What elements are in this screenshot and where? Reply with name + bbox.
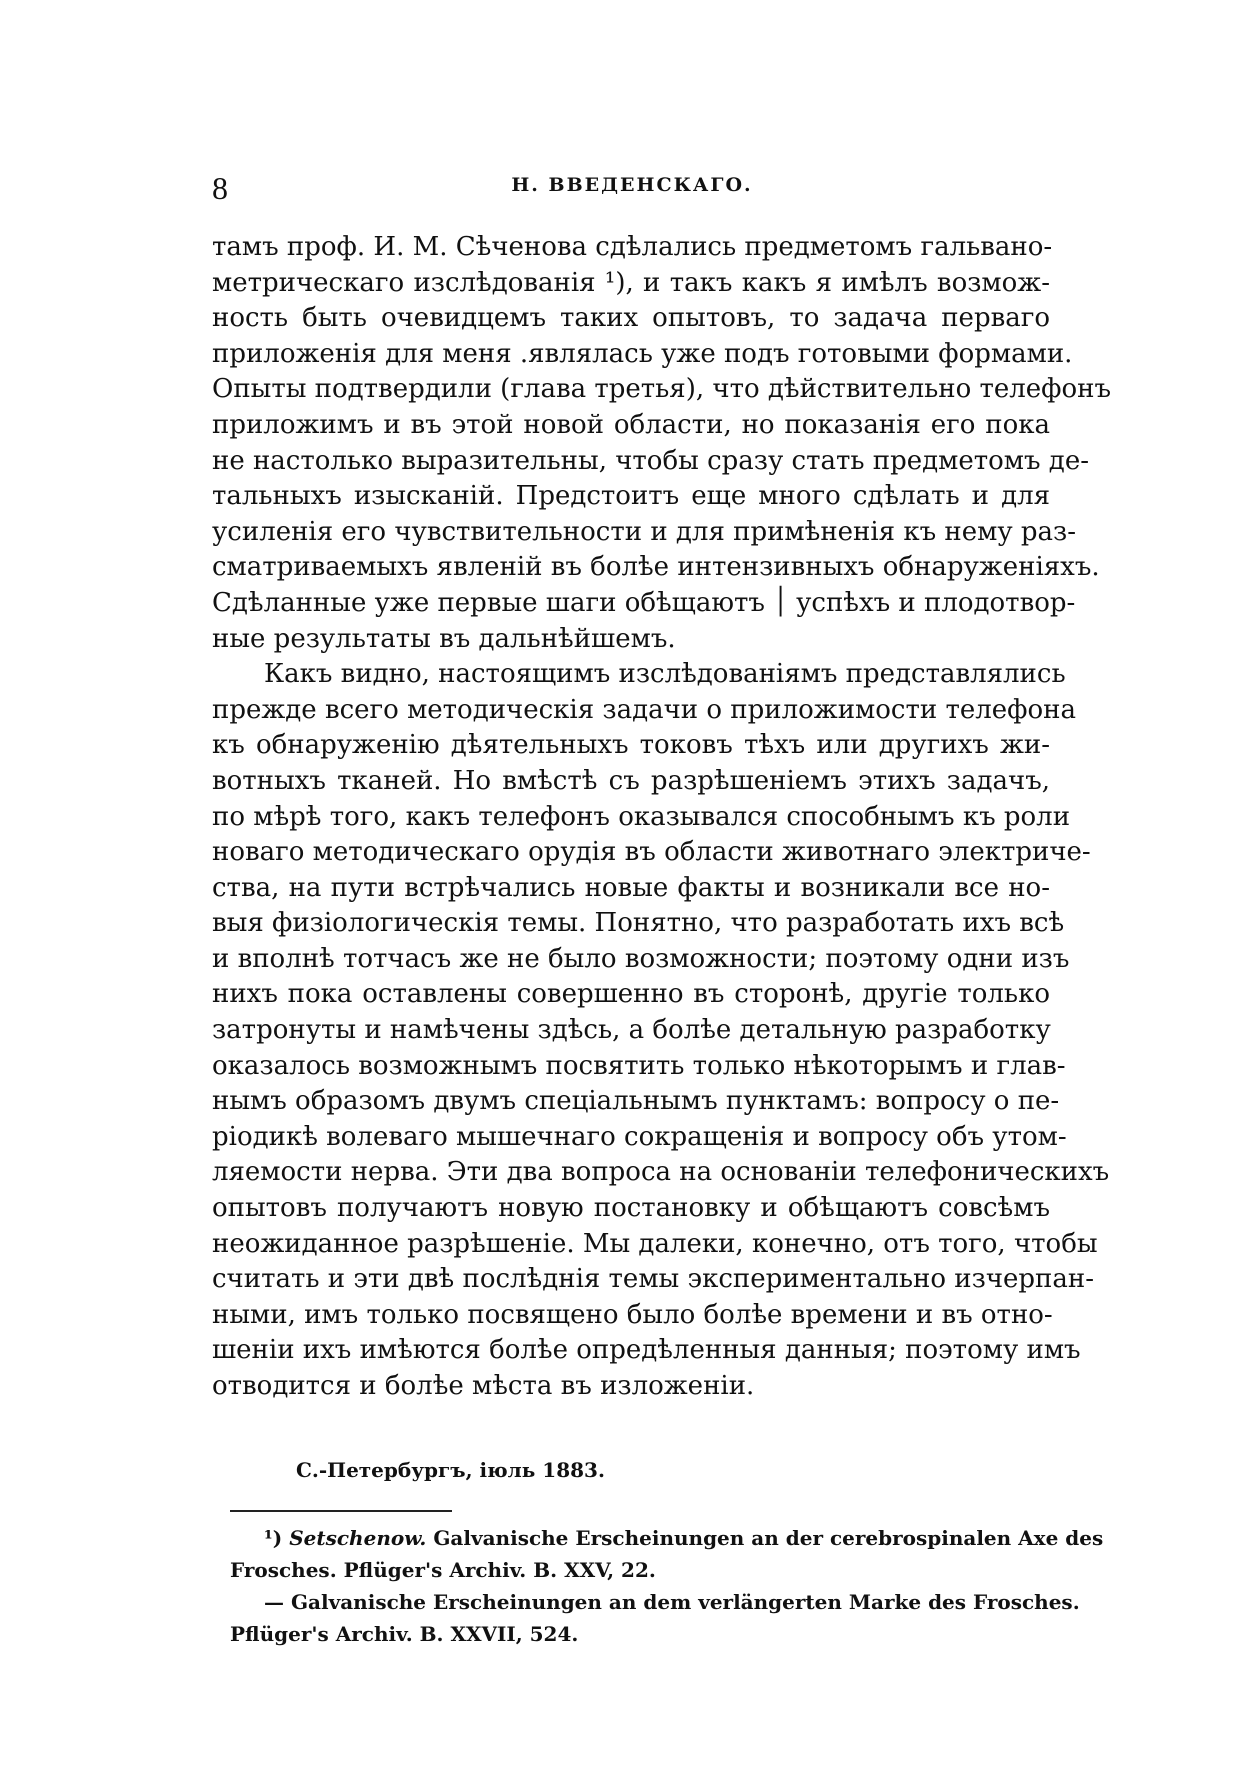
footnotes [230, 1522, 1104, 1650]
text-line: къ обнаруженію дѣятельныхъ токовъ тѣхъ или другихъ жи- [212, 730, 1050, 761]
text-line: приложимъ и въ этой новой области, но показанія его пока [212, 409, 1050, 440]
text-line: ными, имъ только посвящено было болѣе времени и въ отно- [212, 1299, 1053, 1330]
text-line: ляемости нерва. Эти два вопроса на основаніи телефоническихъ [212, 1157, 1110, 1188]
paragraph-2 [212, 657, 1110, 1404]
footnote-marker: ¹) [264, 1526, 283, 1550]
text-line: прежде всего методическія задачи о приложимости телефона [212, 694, 1076, 725]
text-line: ные результаты въ дальнѣйшемъ. [212, 623, 676, 654]
text-line: тальныхъ изысканій. Предстоитъ еще много сдѣлать и для [212, 481, 1050, 512]
text-line: затронуты и намѣчены здѣсь, а болѣе детальную разработку [212, 1015, 1051, 1046]
text-line: Сдѣланные уже первые шаги обѣщаютъ ׀ успѣхъ и плодотвор- [212, 587, 1076, 618]
text-line: метрическаго изслѣдованія ¹), и такъ какъ я имѣлъ возмож- [212, 267, 1050, 298]
text-line: ріодикѣ волеваго мышечнаго сокращенія и вопросу объ утом- [212, 1121, 1067, 1152]
text-line: считать и эти двѣ послѣднія темы экспериментально изчерпан- [212, 1264, 1094, 1295]
text-line: ность быть очевидцемъ таких опытовъ, то задача перваго [212, 303, 1050, 334]
text-line: тамъ проф. И. М. Сѣченова сдѣлались предметомъ гальвано- [212, 232, 1053, 262]
text-line: по мѣрѣ того, какъ телефонъ оказывался способнымъ къ роли [212, 801, 1071, 832]
text-line: новаго методическаго орудія въ области животнаго электриче- [212, 837, 1091, 868]
text-line: не настолько выразительны, чтобы сразу стать предметомъ де- [212, 445, 1089, 476]
text-line: оказалось возможнымъ посвятить только нѣкоторымъ и глав- [212, 1050, 1066, 1081]
footnote-text: Galvanische Erscheinungen an der cerebrospinalen Axe des [433, 1526, 1104, 1550]
text-line: отводится и болѣе мѣста въ изложеніи. [212, 1371, 755, 1401]
running-head: Н. ВВЕДЕНСКАГО. [511, 174, 753, 196]
text-line: Какъ видно, настоящимъ изслѣдованіямъ представлялись [264, 659, 1066, 690]
text-line: усиленія его чувствительности и для примѣненія къ нему раз- [212, 516, 1077, 547]
paragraph-1 [212, 230, 1112, 657]
text-line: и вполнѣ тотчасъ же не было возможности; поэтому одни изъ [212, 943, 1070, 974]
text-line: выя физіологическія темы. Понятно, что разработать ихъ всѣ [212, 908, 1065, 939]
page-number: 8 [212, 170, 228, 206]
footnote-line [230, 1522, 1104, 1554]
text-line: шеніи ихъ имѣются болѣе опредѣленныя данныя; поэтому имъ [212, 1335, 1081, 1366]
date-line: С.-Петербургъ, іюль 1883. [296, 1458, 605, 1482]
text-line: ства, на пути встрѣчались новые факты и возникали все но- [212, 872, 1050, 903]
text-line: вотныхъ тканей. Но вмѣстѣ съ разрѣшеніемъ этихъ задачъ, [212, 765, 1050, 796]
footnote-line: Frosches. Pflüger's Archiv. B. XXV, 22. [230, 1558, 656, 1582]
body-text [212, 230, 1112, 1405]
text-line: нихъ пока оставлены совершенно въ сторонѣ, другіе только [212, 979, 1050, 1010]
page-header [212, 168, 1052, 208]
text-line: сматриваемыхъ явленій въ болѣе интензивныхъ обнаруженіяхъ. [212, 552, 1100, 583]
text-line: опытовъ получаютъ новую постановку и обѣщаютъ совсѣмъ [212, 1193, 1050, 1224]
text-line: Опыты подтвердили (глава третья), что дѣйствительно телефонъ [212, 374, 1112, 405]
footnote-line: — Galvanische Erscheinungen an dem verlängerten Marke des Frosches. [264, 1590, 1080, 1614]
footnote-line: Pflüger's Archiv. B. XXVII, 524. [230, 1622, 579, 1646]
text-line: неожиданное разрѣшеніе. Мы далеки, конечно, отъ того, чтобы [212, 1228, 1098, 1259]
footnote-author: Setschenow. [289, 1526, 427, 1550]
footnote-rule [230, 1510, 452, 1512]
text-line: нымъ образомъ двумъ спеціальнымъ пунктамъ: вопросу о пе- [212, 1086, 1060, 1117]
text-line: приложенія для меня .являлась уже подъ готовыми формами. [212, 338, 1073, 369]
